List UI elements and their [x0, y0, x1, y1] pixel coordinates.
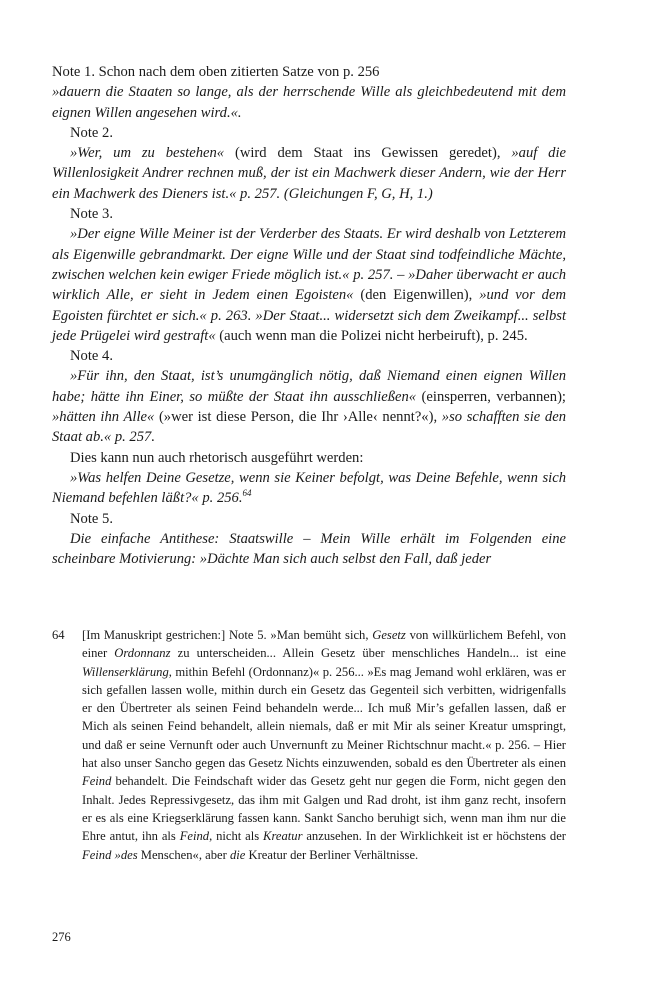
note1-label-text: Note 1. Schon nach dem oben zitierten Satze von p. 256 — [52, 64, 380, 80]
rhetoric-quote: »Was helfen Deine Gesetze, wenn sie Keiner befolgt, was Deine Befehle, wenn sich Niemand befehlen läßt?« p. 256. — [52, 469, 566, 507]
note4-label: Note 4. — [70, 348, 113, 365]
note3-paragraph — [52, 224, 566, 346]
footnote-t4: , mithin Befehl (Ordonnanz)« p. 256... »Es mag Jemand wohl erklären, was er sich gefallen lassen wolle, mithin durch ein Gesetz das Gegenteil sich verbitten, widrigenfalls er den Übertreter als seinen Feind behandeln werde... Ich muß Mir’s gefallen lassen, daß er Mich als seinen Feind behandelt, allein niemals, daß er mit Mir als seiner Kreatur umspringt, und daß er seine Vernunft oder auch Unvernunft zu Meiner Richtschnur macht.« p. 256. – Hier hat also unser Sancho gegen das Gesetz Nichts einzuwenden, sobald es den Übertreter als einen — [82, 664, 566, 771]
footnote-64 — [52, 626, 566, 864]
note3-quote-2: »und vor dem Egoisten fürchtet er sich.« p. 263. »Der Staat... widersetzt sich dem Zweikampf... selbst jede Prügelei wird gestraft« — [52, 287, 566, 344]
note2-text-1: (wird dem Staat ins Gewissen geredet), — [224, 145, 512, 162]
note3-text-2: (auch wenn man die Polizei nicht herbeiruft), p. 245. — [215, 327, 528, 344]
footnote-t6: , nicht als — [209, 829, 264, 844]
note4-quote-1: »Für ihn, den Staat, ist’s unumgänglich nötig, daß Niemand einen eignen Willen habe; hätte ihn Einer, so müßte der Staat ihn ausschließen« — [52, 368, 566, 405]
main-text — [52, 62, 566, 569]
rhetoric-line: Dies kann nun auch rhetorisch ausgeführt werden: — [70, 449, 364, 466]
note2-paragraph — [52, 143, 566, 204]
note5-paragraph: Die einfache Antithese: Staatswille – Mein Wille erhält im Folgenden eine scheinbare Motivierung: »Dächte Man sich auch selbst den Fall, daß jeder — [52, 530, 566, 568]
footnote-number: 64 — [52, 628, 65, 642]
note5-label: Note 5. — [70, 510, 113, 527]
note3-quote-1: »Der eigne Wille Meiner ist der Verderber des Staats. Er wird deshalb von Letzterem als Eigenwille gebrandmarkt. Der eigne Wille und der Staat sind todfeindliche Mächte, zwischen welchen kein ewiger Friede möglich ist.« p. 257. – »Daher überwacht er auch wirklich Alle, er sieht in Jedem einen Egoisten« — [52, 226, 566, 304]
note2-quote-2: »auf die Willenlosigkeit Andrer rechnen muß, der ist ein Machwerk dieser Andern, wie der Herr ein Machwerk des Dieners ist.« p. 257. (Gleichungen F, G, H, 1.) — [52, 145, 566, 202]
rhetoric-paragraph — [52, 468, 566, 509]
footnote-t5: behandelt. Die Feindschaft wider das Gesetz geht nur gegen die Form, nicht gegen den Inhalt. Jedes Repressivgesetz, das ihm mit Galgen und Rad droht, ist ihm ganz recht, insofern er es als eine Kriegserklärung fassen kann. Sankt Sancho beruhigt sich, wenn man ihm nur die Ehre antut, ihn als — [82, 774, 566, 844]
footnote-i2: Ordonnanz — [114, 646, 171, 661]
footnote-i3: Willenserklärung — [82, 664, 169, 679]
note2-quote-1: »Wer, um zu bestehen« — [70, 145, 225, 162]
note3-label: Note 3. — [70, 206, 113, 223]
footnote-i1: Gesetz — [372, 628, 406, 642]
page-number: 276 — [52, 930, 71, 944]
note4-paragraph — [52, 366, 566, 447]
footnote-t8: Menschen«, aber — [137, 847, 230, 862]
footnote-i7: Feind »des — [82, 847, 138, 862]
footnote-t7: anzusehen. In der Wirklichkeit ist er höchstens der — [302, 829, 567, 844]
note1-label — [52, 62, 566, 82]
footnote-text — [82, 626, 566, 864]
footnote-i6: Kreatur — [263, 829, 303, 844]
footnote-i8: die — [229, 847, 246, 862]
note4-text-2: (»wer ist diese Person, die Ihr ›Alle‹ nennt?«), — [154, 409, 442, 426]
note1-quote: »dauern die Staaten so lange, als der herrschende Wille als gleichbedeutend mit dem eignen Willen angesehen wird.«. — [52, 84, 566, 121]
footnote-t9: Kreatur der Berliner Verhältnisse. — [245, 847, 419, 862]
note2-label: Note 2. — [70, 124, 113, 141]
note4-quote-3: »so schafften sie den Staat ab.« p. 257. — [52, 409, 566, 446]
footnote-ref-64[interactable]: 64 — [242, 488, 252, 499]
note3-text-1: (den Eigenwillen), — [353, 287, 480, 304]
footnote-i4: Feind — [82, 774, 112, 789]
footnote-i5: Feind — [179, 829, 210, 844]
footnote-t2: von willkürlichem Befehl, von einer — [82, 628, 566, 661]
footnote-t3: zu unterscheiden... Allein Gesetz über menschliches Handeln... ist eine — [170, 646, 566, 661]
note4-quote-2: »hätten ihn Alle« — [52, 409, 155, 426]
footnote-t1: [Im Manuskript gestrichen:] Note 5. »Man bemüht sich, — [82, 628, 373, 642]
note4-text-1: (einsperren, verbannen); — [416, 388, 566, 405]
